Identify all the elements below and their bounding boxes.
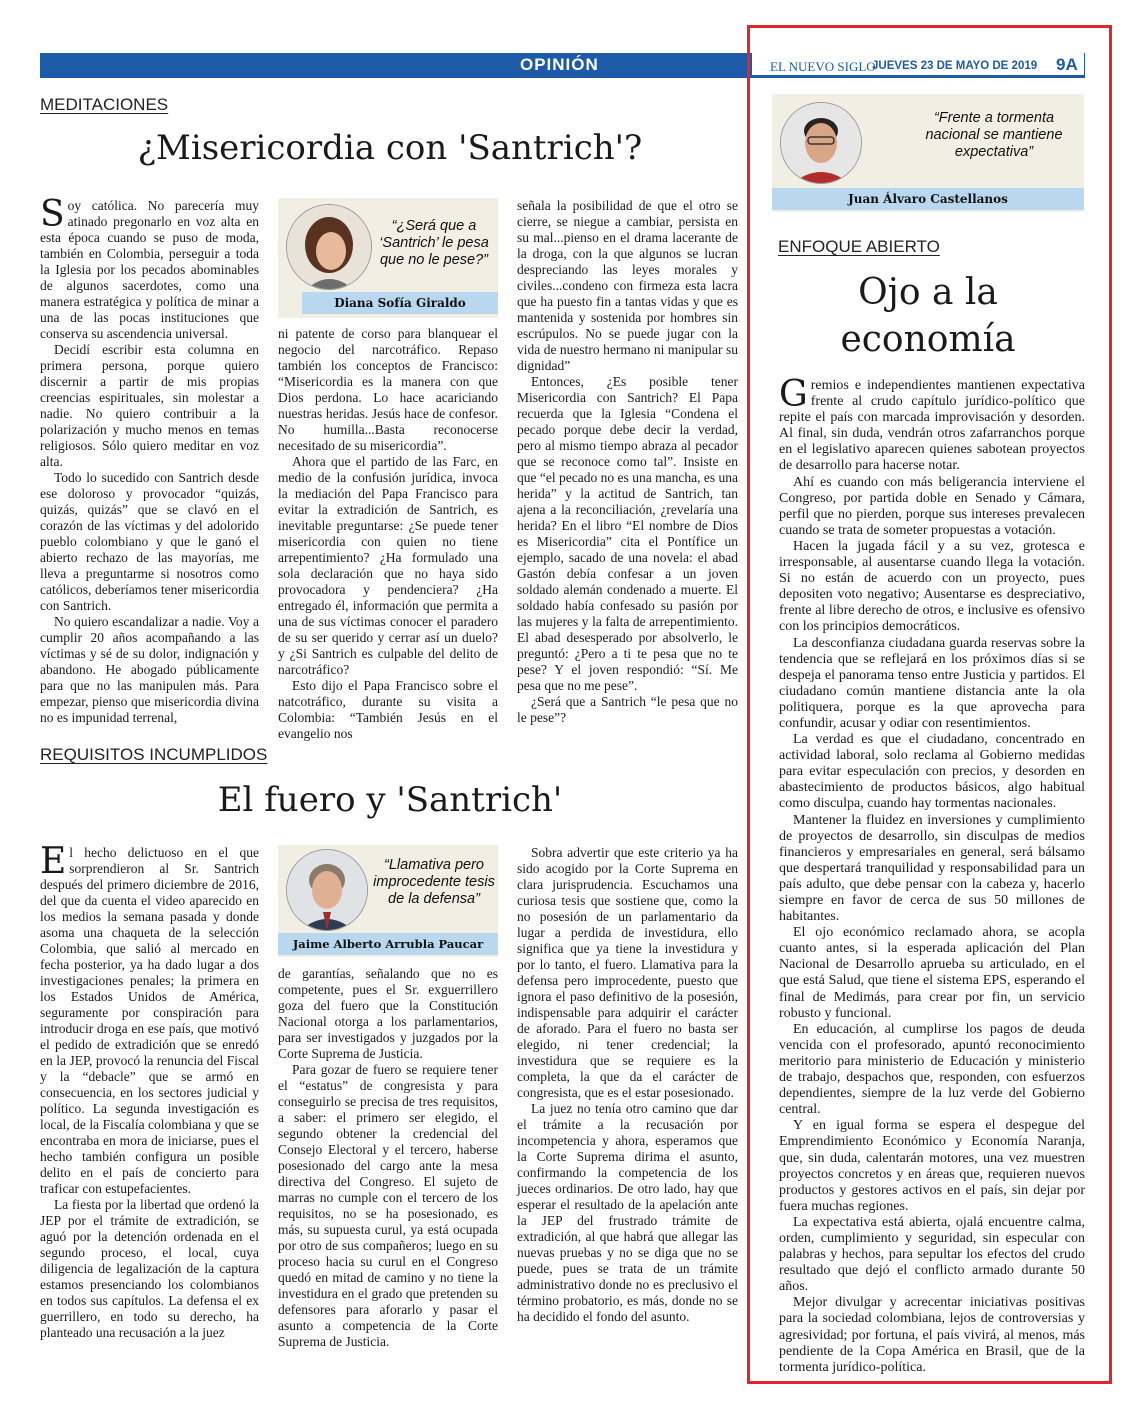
issue-date: JUEVES 23 DE MAYO DE 2019: [872, 60, 1038, 72]
article1-column-2: [278, 326, 498, 742]
article3-headline-line2: economía: [840, 319, 1016, 360]
article3-author-name: Juan Álvaro Castellanos: [772, 188, 1084, 210]
author-photo-avatar: [286, 204, 372, 290]
author-photo-avatar: [286, 849, 368, 931]
article2-author-box: [278, 845, 498, 957]
paragraph: Entonces, ¿Es posible tener Misericordia con Santrich? El Papa recuerda que la Iglesia “Condena el pecado porque debe decir la verdad, pero al mismo tiempo abraza al pecador que se reconoce como tal”. Insiste en que “el pecado no es una mancha, es una herida” y la actitud de Santrich, tan ajena a la reconciliación, ¿revelaría una herida? En el libro “El nombre de Dios es Misericordia” cita el Pontífice un ejemplo, sacado de una novela: el abad Gastón debía confesar a un joven soldado alemán condenado a muerte. El soldado había confesado su pasión por las mujeres y la falta de arrepentimiento. El abad desesperado por absolverlo, le preguntó: ¿Pero a ti te pesa que no te pese? Y el joven respondió: “Sí. Me pesa que no me pese”.: [517, 374, 738, 693]
paragraph: La expectativa está abierta, ojalá encuentre calma, orden, cumplimiento y seguridad, sin especular con palabras y hechos, para sepultar los efectos del crudo resultado que dejó el conflicto armado durante 50 años.: [779, 1214, 1085, 1295]
paragraph: oy católica. No parecería muy atinado pregonarlo en voz alta en esta época cuando se puso de moda, también en Colombia, perseguir a toda la Iglesia por los pecados abominables de algunos sacerdotes, como una manera estratégica y política de minar a una de las pocas instituciones que conserva su ascendencia universal.: [40, 198, 259, 341]
article3-headline-line1: Ojo a la: [858, 272, 998, 313]
article2-column-2: [278, 966, 498, 1350]
article2-pull-quote: “Llamativa pero improcedente tesis de la defensa”: [373, 857, 495, 907]
paragraph: La verdad es que el ciudadano, concentrado en actividad laboral, solo reclama al Gobierno medidas para evitar especulación con precios, y desorden en abastecimiento de productos básicos, algo habitual como disculpa, cuando hay tormentas nacionales.: [779, 732, 1085, 812]
article1-headline: ¿Misericordia con 'Santrich'?: [137, 128, 643, 168]
paragraph: Ahora que el partido de las Farc, en medio de la confusión jurídica, invoca la mediación del Papa Francisco para evitar la extradición de Santrich, es inevitable preguntarse: ¿Se puede tener misericordia con quien no tiene arrepentimiento? ¿Ha formulado una sola declaración que no haya sido provocadora y pendenciera? ¿Ha entregado él, información que permita a una de sus víctimas conocer el paradero de su ser querido y cerrar así un duelo? y ¿Si Santrich es culpable del delito de narcotráfico?: [278, 454, 498, 677]
paragraph: Para gozar de fuero se requiere tener el “estatus” de congresista y para conseguirlo se precisa de tres requisitos, a saber: el primero ser elegido, el segundo obtener la credencial del Consejo Electoral y el tercero, haberse posesionado del cargo ante la mesa directiva del Congreso. El sujeto de marras no cumple con el tercero de los requisitos, no se ha posesionado, es más, su supuesta curul, ya está ocupada por otro de sus compañeros; luego en su proceso hacia su curul en el Congreso quedó en mitad de camino y no tiene la investidura en el grado que pretenden su defensores para aforarlo y pasar el asunto a competencia de la Corte Suprema de Justicia.: [278, 1062, 498, 1349]
paragraph: Mantener la fluidez en inversiones y cumplimiento de proyectos de desarrollo, sin disculpas de medios financieros y empresariales en general, será bálsamo que despertará tranquilidad y responsabilidad para un país adulto, que debe pensar con la cabeza y, hacerlo siempre en favor de cerca de sus 50 millones de habitantes.: [779, 812, 1085, 925]
paragraph: señala la posibilidad de que el otro se cierre, se niegue a cambiar, persista en su mal...pienso en el drama lacerante de la droga, con la que algunos se lucran despreciando las leyes morales y civiles...condeno con firmeza esta lacra que ha puesto fin a tantas vidas y que es mantenida y sostenida por hombres sin escrúpulos. No se puede jugar con la vida de nuestro hermano ni manipular su dignidad”: [517, 198, 738, 373]
article1-column-3: [517, 198, 738, 726]
paragraph: Mejor divulgar y acrecentar iniciativas positivas para la sociedad colombiana, lejos de controversias y agresividad; por fortuna, el país vivirá, al menos, más pendiente de la Copa América en Brasil, que de la tormenta jurídico-política.: [779, 1295, 1085, 1375]
article1-author-name: Diana Sofía Giraldo: [302, 292, 498, 314]
paragraph: La desconfianza ciudadana guarda reservas sobre la tendencia que se reflejará en los próximos días si se despeja el panorama tenso entre Justicia y partidos. El ciudadano común mantiene distancia ante la ola politiquera, porque es la que aprovecha para confundir, acusar y odiar con resentimientos.: [779, 635, 1085, 731]
article1-drop-cap: S: [40, 194, 65, 235]
newspaper-name: EL NUEVO SIGLO: [770, 59, 876, 74]
article3-pull-quote: “Frente a tormenta nacional se mantiene expectativa”: [925, 110, 1063, 160]
article2-column-1: [40, 841, 259, 1341]
article2-drop-cap: E: [40, 841, 67, 882]
paragraph: No quiero escandalizar a nadie. Voy a cumplir 20 años acompañando a las víctimas y sé de su dolor, indignación y abandono. He abogado públicamente para que no las manipulen más. Para empezar, pienso que misericordia divina no es impunidad terrenal,: [40, 614, 259, 725]
paragraph: Ahí es cuando con más beligerancia interviene el Congreso, por partida doble en Senado y Cámara, perfil que no pierden, porque sus intereses prevalecen cuando se trata de someter propuestas a votación.: [779, 474, 1085, 538]
paragraph: La juez no tenía otro camino que dar el trámite a la recusación por incompetencia y ahora, esperamos que la Corte Suprema dirima el asunto, confirmando la competencia de los jueces ordinarios. De otro lado, hay que esperar el resultado de la apelación ante la JEP del frustrado trámite de extradición, al que habrá que allegar las nuevas pruebas y no se diga que no se puede, pues se trata de un trámite administrativo donde no es preclusivo el término probatorio, es más, donde no se ha decidido el fondo del asunto.: [517, 1101, 738, 1324]
page-number: 9A: [1056, 55, 1078, 74]
paragraph: En educación, al cumplirse los pagos de deuda vencida con el profesorado, apuntó reconocimiento meritorio para ministerio de Educación y ministerio de trabajo, despachos que, responden, con esfuerzos dependientes, siempre de la luz verde del Gobierno central.: [779, 1021, 1085, 1118]
paragraph: Todo lo sucedido con Santrich desde ese doloroso y provocador “quizás, quizás, quizás” que se clavó en el corazón de las víctimas y del adolorido pueblo colombiano y que le ganó el abierto rechazo de las mayorías, me lleva a preguntarme si nosotros como católicos, deberíamos tener misericordia con Santrich.: [40, 470, 259, 613]
article1-author-box: [278, 198, 498, 318]
paragraph: La fiesta por la libertad que ordenó la JEP por el trámite de extradición, se aguó por la detención ordenada en el segundo proceso, el local, cuya diligencia de legalización de la captura estamos presenciando los colombianos en todos sus capítulos. La defensa el ex guerrillero, en todo su derecho, ha planteado una recusación a la juez: [40, 1197, 259, 1340]
article2-section-label: REQUISITOS INCUMPLIDOS: [40, 745, 268, 764]
paragraph: l hecho delictuoso en el que sorprendieron al Sr. Santrich después del primero diciembre de 2016, del que da cuenta el video aparecido en los medios la semana pasada y donde asoma una chaqueta de la selección Colombia, que salió al mercado en fecha posterior, ya ha dado lugar a dos investigaciones penales; la primera en los Estados Unidos de América, seguramente por conspiración para introducir droga en ese país, que motivó el pedido de extradición que se enredó en la JEP, provocó la renuncia del Fiscal y la “debacle” que se armó en consecuencia, en los sectores judicial y político. La segunda investigación es local, de la Fiscalía colombiana y que se encontraba en mora de iniciarse, pues el hecho también configura un posible delito en el país de concierto para traficar con estupefacientes.: [40, 845, 259, 1196]
article2-headline: El fuero y 'Santrich': [217, 780, 563, 820]
paragraph: ni patente de corso para blanquear el negocio del narcotráfico. Repaso también los conceptos de Francisco: “Misericordia es la manera con que Dios perdona. Lo hace acariciando nuestras heridas. Jesús hace de confesor. No humilla...Basta reconocerse necesitado de su misericordia”.: [278, 326, 498, 453]
article3-section-label: ENFOQUE ABIERTO: [778, 237, 940, 256]
article1-pull-quote: “¿Será que a ‘Santrich’ le pesa que no le pese?”: [379, 218, 489, 268]
paragraph: El ojo económico reclamado ahora, se acopla cuanto antes, si la esperada aplicación del Plan Nacional de Desarrollo aprueba su articulado, en el que está Salud, que tiene el sistema EPS, esperando el final de Medimás, para crear por fin, un servicio robusto y funcional.: [779, 925, 1085, 1021]
paragraph: Esto dijo el Papa Francisco sobre el natcotráfico, durante su visita a Colombia: “También Jesús en el evangelio nos: [278, 678, 498, 741]
highlight-frame: [747, 25, 1112, 1384]
paragraph: Decidí escribir esta columna en primera persona, porque quiero discernir a partir de mis propias creencias espirituales, sin molestar a nadie. No quiero contribuir a la polarización y mucho menos en temas religiosos. Sólo quiero meditar en voz alta.: [40, 342, 259, 469]
article2-author-name: Jaime Alberto Arrubla Paucar: [278, 933, 498, 955]
section-title: OPINIÓN: [520, 55, 599, 74]
article1-column-1: [40, 194, 259, 726]
paragraph: ¿Será que a Santrich “le pesa que no le pese”?: [517, 694, 738, 725]
paragraph: Y en igual forma se espera el despegue del Emprendimiento Económico y Economía Naranja, que, sin duda, calentarán motores, una vez muestren proyectos concretos y en áreas que, requieren nuevos productos y gestores activos en el país, sin dejar por fuera muchas regiones.: [779, 1118, 1085, 1214]
paragraph: de garantías, señalando que no es competente, pues el Sr. exguerrillero goza del fuero que la Constitución Nacional otorga a los parlamentarios, para ser investigados y juzgados por la Corte Suprema de Justicia.: [278, 966, 498, 1061]
paragraph: Hacen la jugada fácil y a su vez, grotesca e irresponsable, al ausentarse cuando llega la votación. Si no están de acuerdo con un proyecto, pues depositen voto negativo; Ausentarse es despreciativo, frente al libre derecho de otros, e inclusive es ofensivo con los principios democráticos.: [779, 538, 1085, 635]
paragraph: Sobra advertir que este criterio ya ha sido acogido por la Corte Suprema en clara jurisprudencia. Escuchamos una curiosa tesis que sostiene que, como la no posesión de un parlamentario da lugar a perdida de investidura, ello significa que ya tiene la investidura y por lo tanto, el fuero. Llamativa para la defensa pero improcedente, puesto que ignora el paso definitivo de la posesión, indispensable para adquirir el carácter de aforado. Para el fuero no basta ser elegido, ni tener credencial; la investidura que se requiere es la completa, la que da el carácter de congresista, que es el estar posesionado.: [517, 845, 738, 1100]
article1-section-label: MEDITACIONES: [40, 95, 169, 114]
article2-column-3: [517, 845, 738, 1325]
article3-drop-cap: G: [779, 374, 808, 415]
paragraph: remios e independientes mantienen expectativa frente al crudo capítulo jurídico-político que repite el país con marcada improvisación y desorden. Al final, sin duda, vendrán otros zafarranchos porque en el legislativo aparecen quienes sabotean proyectos de desarrollo para hacerse notar.: [779, 378, 1085, 474]
